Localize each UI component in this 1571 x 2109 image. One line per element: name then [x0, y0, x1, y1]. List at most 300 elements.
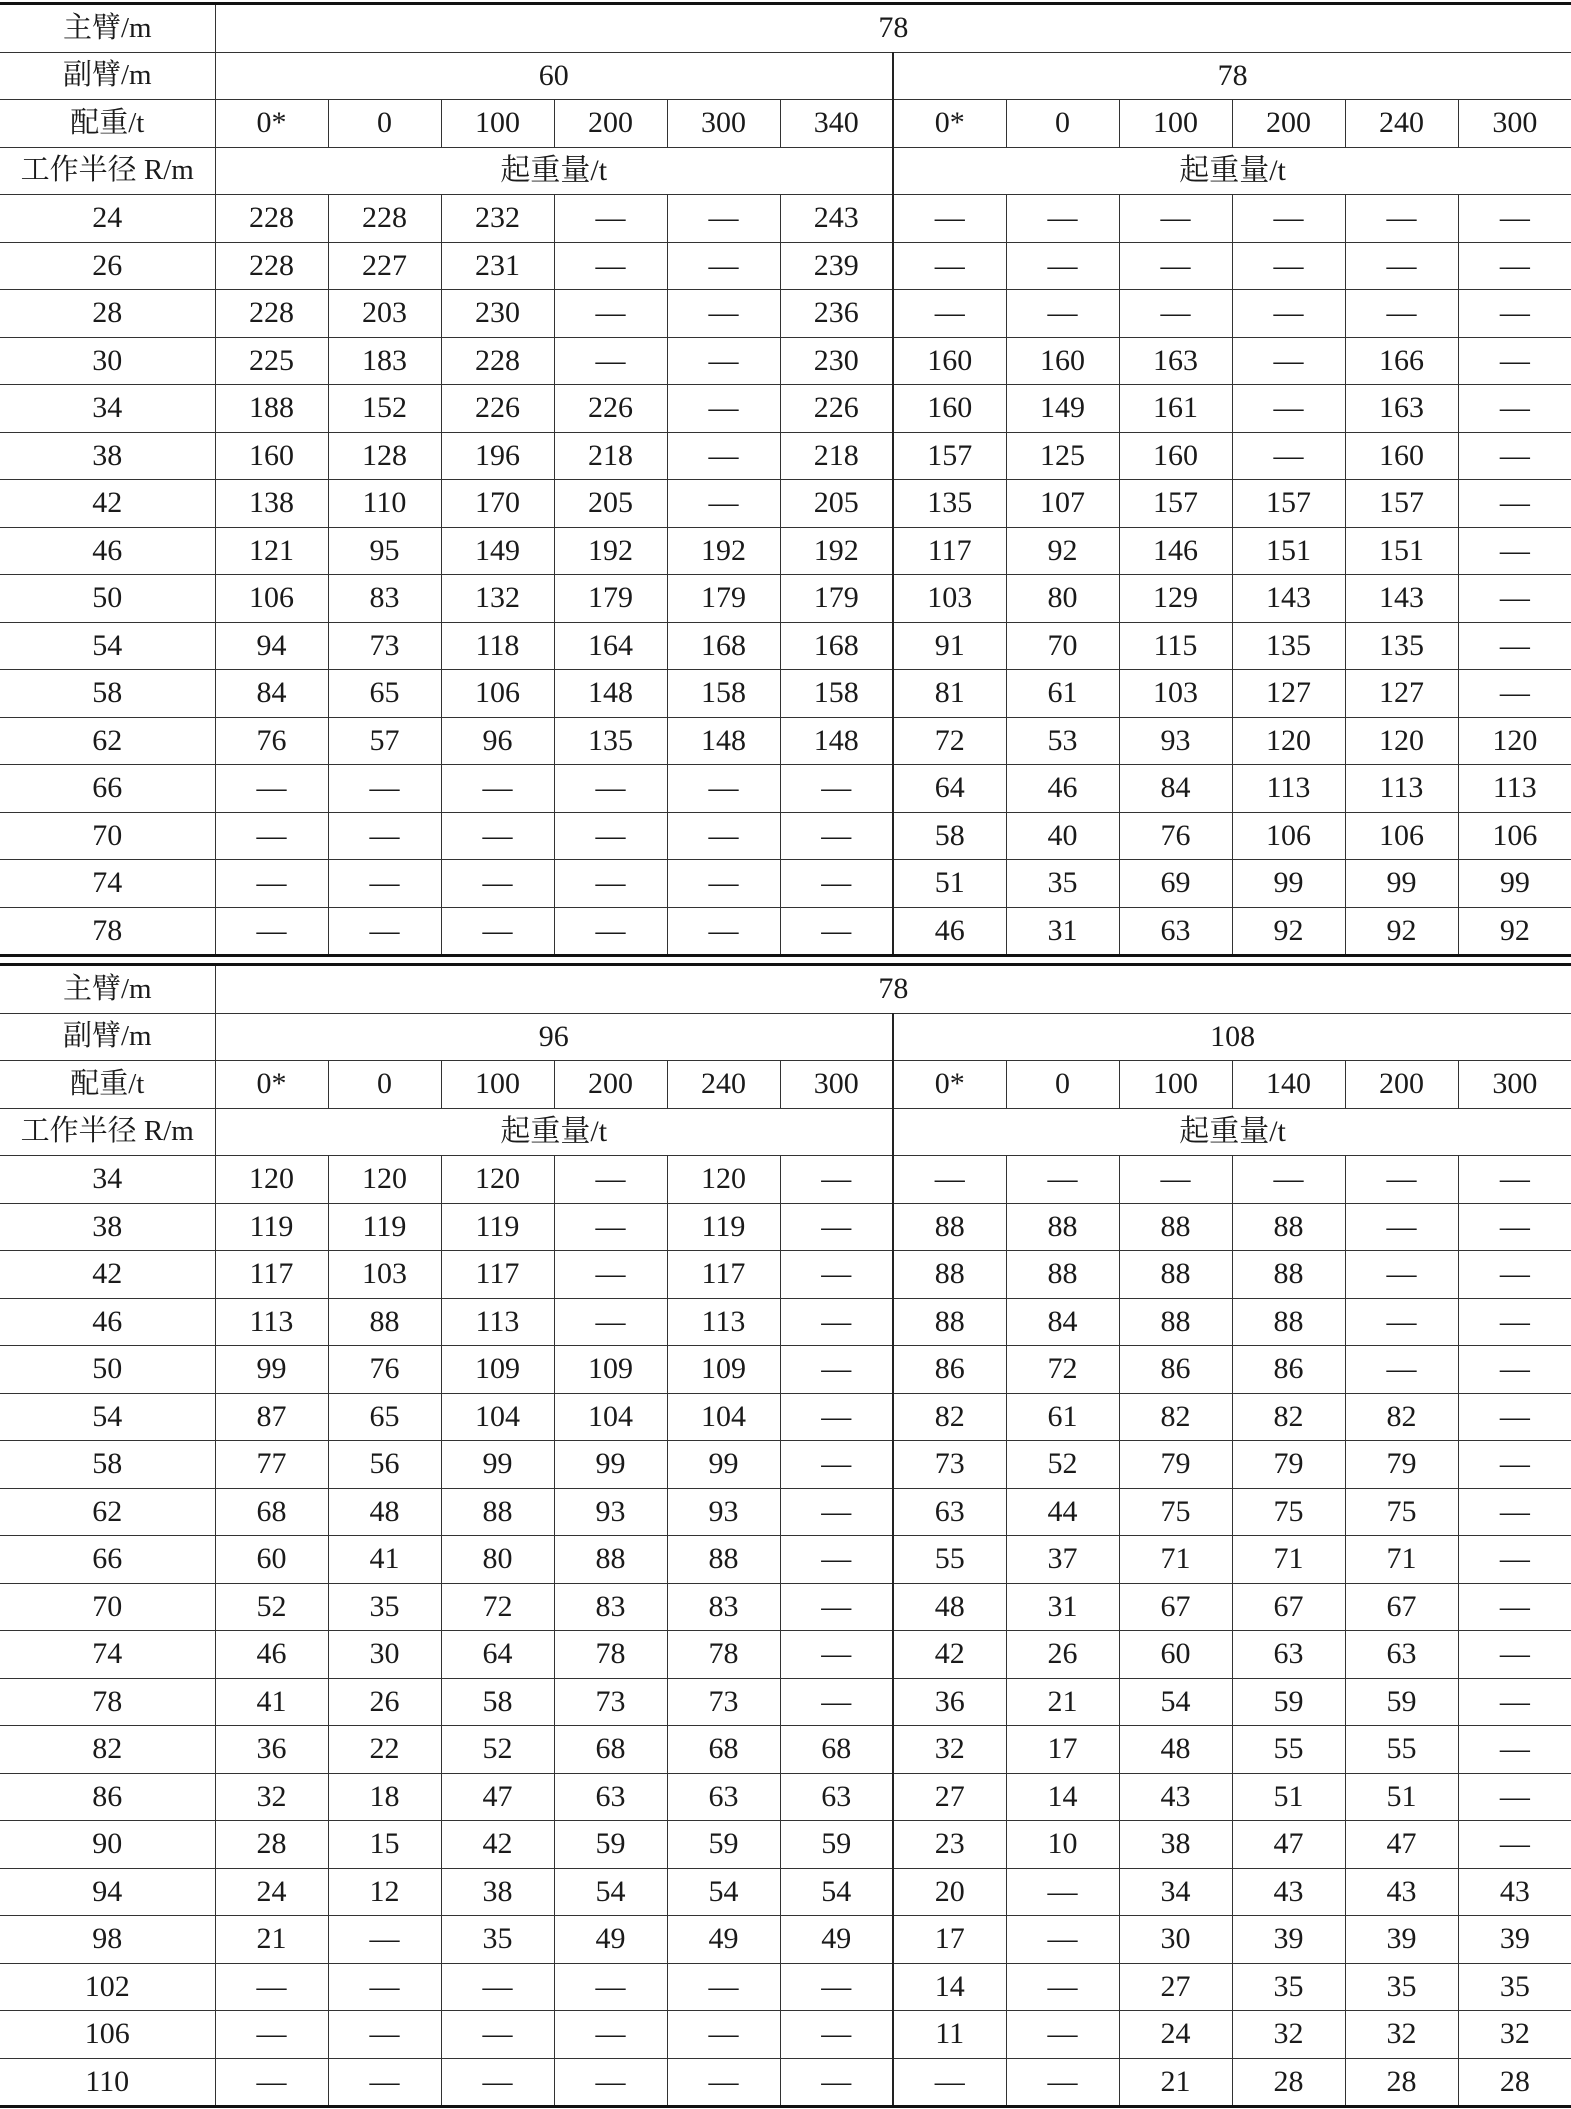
- capacity-cell: 168: [780, 622, 893, 670]
- capacity-cell: —: [1458, 1583, 1571, 1631]
- capacity-cell: 151: [1232, 527, 1345, 575]
- radius-cell: 30: [0, 337, 215, 385]
- counterweight-label: 配重/t: [0, 1061, 215, 1109]
- capacity-cell: 99: [667, 1441, 780, 1489]
- capacity-cell: 188: [215, 385, 328, 433]
- capacity-cell: 119: [215, 1203, 328, 1251]
- table-row: [0, 1773, 1571, 1821]
- capacity-cell: 59: [554, 1821, 667, 1869]
- counterweight-label: 配重/t: [0, 100, 215, 148]
- capacity-cell: —: [893, 242, 1006, 290]
- radius-cell: 42: [0, 480, 215, 528]
- capacity-cell: 113: [1458, 765, 1571, 813]
- capacity-cell: 161: [1119, 385, 1232, 433]
- capacity-cell: 21: [1119, 2058, 1232, 2107]
- capacity-cell: 183: [328, 337, 441, 385]
- capacity-cell: 135: [1232, 622, 1345, 670]
- radius-cell: 98: [0, 1916, 215, 1964]
- capacity-cell: 54: [667, 1868, 780, 1916]
- capacity-cell: 110: [328, 480, 441, 528]
- capacity-cell: 30: [1119, 1916, 1232, 1964]
- capacity-cell: 32: [893, 1726, 1006, 1774]
- radius-cell: 78: [0, 1678, 215, 1726]
- capacity-cell: —: [1119, 290, 1232, 338]
- table-row: [0, 575, 1571, 623]
- capacity-cell: —: [1458, 1678, 1571, 1726]
- capacity-cell: —: [667, 195, 780, 243]
- capacity-cell: 179: [667, 575, 780, 623]
- capacity-cell: 65: [328, 670, 441, 718]
- capacity-cell: —: [780, 907, 893, 956]
- capacity-cell: 59: [1232, 1678, 1345, 1726]
- capacity-cell: 152: [328, 385, 441, 433]
- capacity-cell: 78: [667, 1631, 780, 1679]
- capacity-cell: 17: [1006, 1726, 1119, 1774]
- capacity-cell: 72: [1006, 1346, 1119, 1394]
- capacity-cell: 135: [554, 717, 667, 765]
- capacity-cell: —: [1458, 527, 1571, 575]
- capacity-cell: 192: [554, 527, 667, 575]
- jib-label: 副臂/m: [0, 52, 215, 100]
- capacity-cell: —: [1006, 2058, 1119, 2107]
- capacity-cell: —: [554, 195, 667, 243]
- capacity-cell: 88: [1119, 1298, 1232, 1346]
- capacity-cell: —: [554, 1251, 667, 1299]
- capacity-cell: 63: [1232, 1631, 1345, 1679]
- radius-cell: 74: [0, 1631, 215, 1679]
- table-row: [0, 290, 1571, 338]
- capacity-cell: 164: [554, 622, 667, 670]
- capacity-cell: 14: [893, 1963, 1006, 2011]
- capacity-cell: 63: [554, 1773, 667, 1821]
- capacity-cell: 11: [893, 2011, 1006, 2059]
- capacity-cell: 14: [1006, 1773, 1119, 1821]
- capacity-cell: 109: [667, 1346, 780, 1394]
- radius-header-row: [0, 1108, 1571, 1156]
- capacity-cell: 68: [554, 1726, 667, 1774]
- capacity-cell: 47: [1345, 1821, 1458, 1869]
- capacity-cell: 86: [893, 1346, 1006, 1394]
- capacity-cell: 236: [780, 290, 893, 338]
- capacity-cell: —: [780, 1963, 893, 2011]
- capacity-cell: —: [667, 385, 780, 433]
- capacity-cell: 63: [1119, 907, 1232, 956]
- capacity-cell: —: [1458, 242, 1571, 290]
- capacity-cell: —: [554, 1298, 667, 1346]
- counterweight-value: 200: [554, 100, 667, 148]
- capacity-cell: —: [554, 2058, 667, 2107]
- capacity-cell: —: [215, 907, 328, 956]
- capacity-cell: 196: [441, 432, 554, 480]
- counterweight-value: 0*: [215, 1061, 328, 1109]
- capacity-cell: 117: [667, 1251, 780, 1299]
- capacity-cell: 88: [1006, 1251, 1119, 1299]
- capacity-cell: —: [1232, 385, 1345, 433]
- counterweight-value: 300: [667, 100, 780, 148]
- capacity-cell: —: [441, 2058, 554, 2107]
- capacity-cell: 55: [1232, 1726, 1345, 1774]
- capacity-cell: 61: [1006, 1393, 1119, 1441]
- capacity-label: 起重量/t: [893, 1108, 1571, 1156]
- radius-cell: 94: [0, 1868, 215, 1916]
- capacity-cell: 82: [893, 1393, 1006, 1441]
- capacity-cell: 63: [780, 1773, 893, 1821]
- radius-cell: 54: [0, 622, 215, 670]
- main-boom-value: 78: [215, 4, 1571, 53]
- capacity-cell: —: [1006, 242, 1119, 290]
- counterweight-value: 0: [328, 100, 441, 148]
- capacity-cell: 92: [1006, 527, 1119, 575]
- capacity-cell: 46: [215, 1631, 328, 1679]
- capacity-cell: 38: [441, 1868, 554, 1916]
- capacity-cell: —: [554, 812, 667, 860]
- capacity-cell: 63: [1345, 1631, 1458, 1679]
- capacity-cell: 51: [893, 860, 1006, 908]
- capacity-cell: 68: [215, 1488, 328, 1536]
- capacity-cell: —: [328, 1963, 441, 2011]
- capacity-cell: 218: [780, 432, 893, 480]
- capacity-cell: —: [1458, 1773, 1571, 1821]
- capacity-cell: 44: [1006, 1488, 1119, 1536]
- capacity-cell: 28: [1232, 2058, 1345, 2107]
- capacity-cell: 73: [328, 622, 441, 670]
- capacity-cell: 88: [893, 1203, 1006, 1251]
- load-chart-table: [0, 963, 1571, 2108]
- capacity-cell: 61: [1006, 670, 1119, 718]
- capacity-cell: 35: [1006, 860, 1119, 908]
- main-boom-label: 主臂/m: [0, 965, 215, 1014]
- capacity-cell: 43: [1458, 1868, 1571, 1916]
- radius-cell: 66: [0, 765, 215, 813]
- capacity-cell: —: [780, 1488, 893, 1536]
- capacity-cell: 58: [441, 1678, 554, 1726]
- capacity-cell: 56: [328, 1441, 441, 1489]
- capacity-cell: —: [1458, 622, 1571, 670]
- table-row: [0, 1868, 1571, 1916]
- capacity-cell: 157: [1232, 480, 1345, 528]
- counterweight-value: 100: [441, 100, 554, 148]
- capacity-cell: 32: [1458, 2011, 1571, 2059]
- capacity-cell: —: [1232, 337, 1345, 385]
- counterweight-value: 300: [1458, 100, 1571, 148]
- capacity-cell: 103: [328, 1251, 441, 1299]
- capacity-cell: —: [893, 1156, 1006, 1204]
- capacity-cell: 218: [554, 432, 667, 480]
- table-row: [0, 1726, 1571, 1774]
- capacity-cell: 26: [328, 1678, 441, 1726]
- capacity-cell: —: [667, 480, 780, 528]
- table-row: [0, 1346, 1571, 1394]
- capacity-cell: 99: [441, 1441, 554, 1489]
- capacity-cell: 106: [1345, 812, 1458, 860]
- capacity-cell: —: [1232, 432, 1345, 480]
- capacity-cell: 27: [1119, 1963, 1232, 2011]
- jib-value: 60: [215, 52, 893, 100]
- counterweight-value: 0*: [893, 1061, 1006, 1109]
- table-row: [0, 385, 1571, 433]
- capacity-cell: 32: [1345, 2011, 1458, 2059]
- radius-cell: 78: [0, 907, 215, 956]
- capacity-cell: 55: [893, 1536, 1006, 1584]
- capacity-cell: 63: [667, 1773, 780, 1821]
- capacity-cell: 117: [893, 527, 1006, 575]
- table-row: [0, 860, 1571, 908]
- capacity-cell: 113: [667, 1298, 780, 1346]
- jib-row: [0, 52, 1571, 100]
- capacity-cell: 192: [667, 527, 780, 575]
- capacity-cell: 160: [1119, 432, 1232, 480]
- capacity-cell: —: [1458, 1203, 1571, 1251]
- jib-label: 副臂/m: [0, 1013, 215, 1061]
- capacity-cell: —: [780, 1251, 893, 1299]
- capacity-cell: 103: [893, 575, 1006, 623]
- radius-cell: 58: [0, 1441, 215, 1489]
- capacity-cell: 88: [554, 1536, 667, 1584]
- capacity-cell: —: [1006, 2011, 1119, 2059]
- capacity-cell: 88: [328, 1298, 441, 1346]
- capacity-cell: —: [1458, 1251, 1571, 1299]
- table-row: [0, 1583, 1571, 1631]
- capacity-cell: 48: [893, 1583, 1006, 1631]
- capacity-cell: —: [1006, 1963, 1119, 2011]
- table-row: [0, 1156, 1571, 1204]
- capacity-cell: 83: [328, 575, 441, 623]
- radius-cell: 34: [0, 1156, 215, 1204]
- capacity-cell: 95: [328, 527, 441, 575]
- capacity-cell: —: [780, 1441, 893, 1489]
- capacity-cell: 52: [1006, 1441, 1119, 1489]
- capacity-cell: 28: [215, 1821, 328, 1869]
- capacity-cell: 119: [441, 1203, 554, 1251]
- capacity-cell: 59: [1345, 1678, 1458, 1726]
- table-row: [0, 765, 1571, 813]
- capacity-cell: —: [328, 2058, 441, 2107]
- capacity-cell: —: [1119, 195, 1232, 243]
- capacity-cell: —: [328, 812, 441, 860]
- capacity-cell: 79: [1345, 1441, 1458, 1489]
- capacity-cell: 82: [1232, 1393, 1345, 1441]
- capacity-cell: 35: [1232, 1963, 1345, 2011]
- radius-label: 工作半径 R/m: [0, 147, 215, 195]
- capacity-cell: 88: [1232, 1251, 1345, 1299]
- capacity-cell: 99: [554, 1441, 667, 1489]
- capacity-cell: 32: [215, 1773, 328, 1821]
- capacity-cell: 49: [780, 1916, 893, 1964]
- radius-label: 工作半径 R/m: [0, 1108, 215, 1156]
- capacity-cell: 158: [667, 670, 780, 718]
- capacity-cell: 203: [328, 290, 441, 338]
- capacity-cell: 228: [441, 337, 554, 385]
- capacity-cell: —: [554, 765, 667, 813]
- capacity-cell: 160: [1006, 337, 1119, 385]
- capacity-cell: 49: [554, 1916, 667, 1964]
- capacity-cell: 28: [1499, 2064, 1530, 2098]
- capacity-cell: 93: [554, 1488, 667, 1536]
- table-row: [0, 1821, 1571, 1869]
- capacity-cell: —: [667, 2058, 780, 2107]
- capacity-cell: 67: [1345, 1583, 1458, 1631]
- capacity-cell: 160: [893, 337, 1006, 385]
- capacity-cell: —: [215, 765, 328, 813]
- capacity-cell: 36: [893, 1678, 1006, 1726]
- capacity-cell: 92: [1232, 907, 1345, 956]
- capacity-cell: —: [1458, 480, 1571, 528]
- capacity-cell: 120: [328, 1156, 441, 1204]
- capacity-cell: 117: [215, 1251, 328, 1299]
- capacity-cell: 157: [1119, 480, 1232, 528]
- capacity-cell: 63: [893, 1488, 1006, 1536]
- radius-cell: 70: [0, 1583, 215, 1631]
- capacity-cell: 109: [441, 1346, 554, 1394]
- capacity-cell: 230: [441, 290, 554, 338]
- counterweight-value: 100: [1119, 1061, 1232, 1109]
- capacity-cell: —: [1458, 1821, 1571, 1869]
- capacity-cell: 83: [554, 1583, 667, 1631]
- capacity-cell: —: [667, 1963, 780, 2011]
- capacity-cell: 21: [215, 1916, 328, 1964]
- capacity-cell: 88: [441, 1488, 554, 1536]
- capacity-cell: 10: [1006, 1821, 1119, 1869]
- capacity-cell: 121: [215, 527, 328, 575]
- capacity-cell: 120: [441, 1156, 554, 1204]
- capacity-cell: 42: [893, 1631, 1006, 1679]
- capacity-cell: —: [554, 860, 667, 908]
- capacity-cell: —: [1345, 1346, 1458, 1394]
- capacity-label: 起重量/t: [893, 147, 1571, 195]
- capacity-cell: 120: [1232, 717, 1345, 765]
- capacity-cell: 120: [1345, 717, 1458, 765]
- capacity-cell: 88: [1006, 1203, 1119, 1251]
- capacity-cell: 39: [1345, 1916, 1458, 1964]
- table-row: [0, 717, 1571, 765]
- capacity-cell: —: [780, 1583, 893, 1631]
- capacity-cell: 99: [1458, 860, 1571, 908]
- capacity-cell: 205: [780, 480, 893, 528]
- capacity-cell: 115: [1119, 622, 1232, 670]
- table-row: [0, 670, 1571, 718]
- table-row: [0, 1963, 1571, 2011]
- capacity-cell: 157: [893, 432, 1006, 480]
- radius-cell: 38: [0, 432, 215, 480]
- capacity-cell: 57: [328, 717, 441, 765]
- table-row: [0, 480, 1571, 528]
- capacity-cell: —: [1458, 1441, 1571, 1489]
- counterweight-value: 200: [1345, 1061, 1458, 1109]
- capacity-cell: 94: [215, 622, 328, 670]
- radius-cell: 28: [0, 290, 215, 338]
- capacity-cell: 88: [893, 1298, 1006, 1346]
- radius-cell: 38: [0, 1203, 215, 1251]
- capacity-cell: 104: [441, 1393, 554, 1441]
- capacity-cell: 113: [1345, 765, 1458, 813]
- capacity-cell: 48: [328, 1488, 441, 1536]
- capacity-cell: 157: [1345, 480, 1458, 528]
- capacity-cell: 79: [1232, 1441, 1345, 1489]
- capacity-cell: 76: [1119, 812, 1232, 860]
- capacity-cell: 103: [1119, 670, 1232, 718]
- capacity-cell: —: [1458, 1488, 1571, 1536]
- radius-cell: 62: [0, 717, 215, 765]
- capacity-cell: 205: [554, 480, 667, 528]
- table-row: [0, 1536, 1571, 1584]
- counterweight-value: 300: [780, 1061, 893, 1109]
- counterweight-value: 100: [1119, 100, 1232, 148]
- jib-row: [0, 1013, 1571, 1061]
- capacity-cell: 88: [1119, 1203, 1232, 1251]
- capacity-cell: 82: [1119, 1393, 1232, 1441]
- capacity-cell: —: [667, 337, 780, 385]
- capacity-cell: 96: [441, 717, 554, 765]
- capacity-cell: 64: [441, 1631, 554, 1679]
- capacity-cell: —: [780, 1678, 893, 1726]
- jib-value: 96: [215, 1013, 893, 1061]
- capacity-cell: 143: [1232, 575, 1345, 623]
- capacity-cell: —: [1006, 1916, 1119, 1964]
- capacity-cell: 170: [441, 480, 554, 528]
- capacity-cell: 149: [1006, 385, 1119, 433]
- capacity-cell: 120: [1458, 717, 1571, 765]
- capacity-cell: 65: [328, 1393, 441, 1441]
- capacity-cell: 83: [667, 1583, 780, 1631]
- capacity-cell: —: [215, 812, 328, 860]
- capacity-cell: 125: [1006, 432, 1119, 480]
- counterweight-value: 140: [1232, 1061, 1345, 1109]
- capacity-cell: 192: [780, 527, 893, 575]
- capacity-cell: 60: [1119, 1631, 1232, 1679]
- capacity-cell: 32: [1232, 2011, 1345, 2059]
- capacity-cell: —: [1006, 1156, 1119, 1204]
- capacity-cell: 228: [215, 242, 328, 290]
- table-row: [0, 1203, 1571, 1251]
- capacity-cell: 119: [667, 1203, 780, 1251]
- table-row: [0, 1441, 1571, 1489]
- capacity-cell: —: [554, 290, 667, 338]
- capacity-cell: 117: [441, 1251, 554, 1299]
- capacity-cell: 135: [1345, 622, 1458, 670]
- capacity-cell: 87: [215, 1393, 328, 1441]
- capacity-cell: —: [1006, 1868, 1119, 1916]
- capacity-cell: —: [215, 2058, 328, 2107]
- capacity-cell: 88: [667, 1536, 780, 1584]
- counterweight-value: 0: [328, 1061, 441, 1109]
- capacity-cell: —: [667, 907, 780, 956]
- capacity-cell: —: [1232, 290, 1345, 338]
- capacity-cell: 91: [893, 622, 1006, 670]
- jib-value: 78: [893, 52, 1571, 100]
- table-row: [0, 622, 1571, 670]
- capacity-cell: 226: [780, 385, 893, 433]
- table-row: [0, 527, 1571, 575]
- capacity-cell: —: [554, 337, 667, 385]
- capacity-cell: —: [1232, 1156, 1345, 1204]
- capacity-cell: —: [554, 242, 667, 290]
- capacity-cell: 179: [554, 575, 667, 623]
- main-boom-row: [0, 965, 1571, 1014]
- capacity-cell: —: [441, 2011, 554, 2059]
- capacity-cell: 30: [328, 1631, 441, 1679]
- capacity-cell: 119: [328, 1203, 441, 1251]
- capacity-cell: 151: [1345, 527, 1458, 575]
- counterweight-row: [0, 100, 1571, 148]
- capacity-cell: 58: [893, 812, 1006, 860]
- capacity-cell: —: [1458, 432, 1571, 480]
- counterweight-value: 0: [1006, 100, 1119, 148]
- capacity-cell: 80: [441, 1536, 554, 1584]
- capacity-cell: 36: [215, 1726, 328, 1774]
- radius-cell: 24: [0, 195, 215, 243]
- capacity-cell: 168: [667, 622, 780, 670]
- load-chart-table: [0, 2, 1571, 957]
